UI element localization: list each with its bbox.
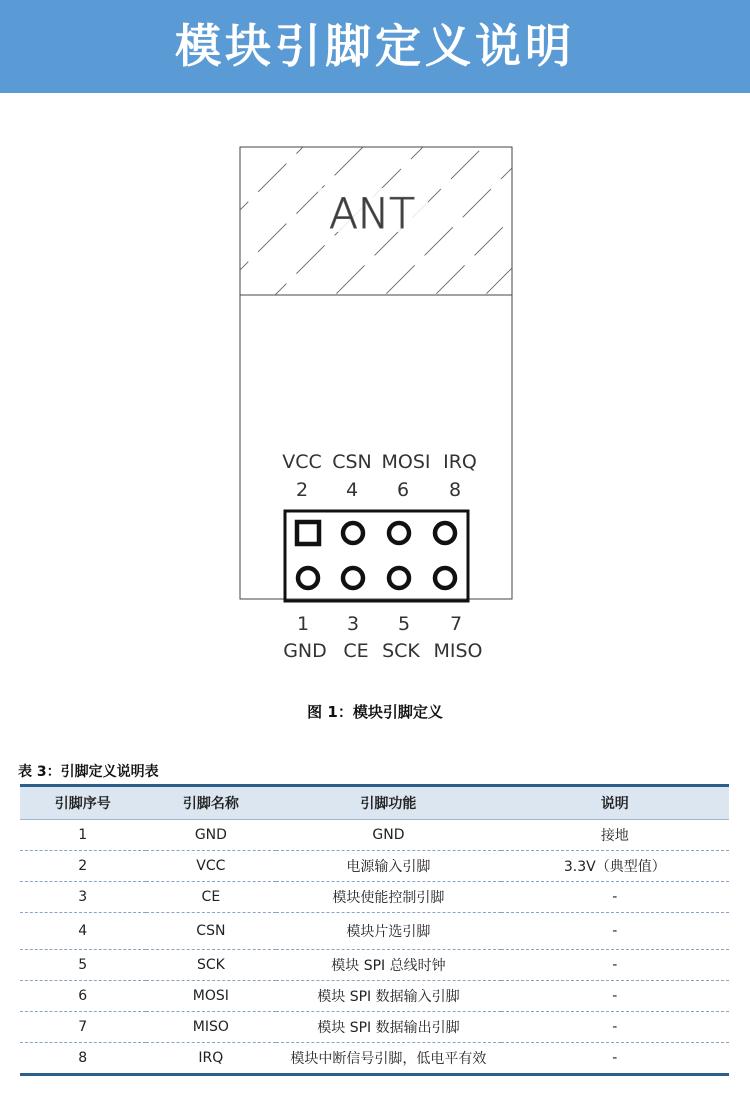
antenna-label: ANT <box>329 189 415 238</box>
cell-description: - <box>501 882 729 913</box>
cell-pin-number: 8 <box>20 1043 146 1075</box>
cell-description: - <box>501 913 729 950</box>
pin-label-ce: CE <box>343 640 369 662</box>
figure-caption: 图 1：模块引脚定义 <box>307 703 443 721</box>
table-row <box>20 851 729 882</box>
cell-description: - <box>501 981 729 1012</box>
pin-label-miso: MISO <box>433 640 483 662</box>
cell-description: 3.3V（典型值） <box>501 851 729 882</box>
cell-description: - <box>501 1012 729 1043</box>
cell-pin-name: CSN <box>146 913 277 950</box>
pin-number-2: 2 <box>295 479 309 501</box>
cell-pin-number: 4 <box>20 913 146 950</box>
cell-pin-name: SCK <box>146 950 277 981</box>
pin-label-csn: CSN <box>332 451 372 473</box>
table-row <box>20 1043 729 1075</box>
pin-label-vcc: VCC <box>282 451 322 473</box>
pin-definition-table <box>20 784 729 1076</box>
cell-description: 接地 <box>501 820 729 851</box>
pin-number-8: 8 <box>448 479 462 501</box>
cell-pin-name: VCC <box>146 851 277 882</box>
table-row <box>20 820 729 851</box>
cell-pin-name: CE <box>146 882 277 913</box>
pin-label-irq: IRQ <box>443 451 477 473</box>
header-description: 说明 <box>501 786 729 820</box>
pin-label-gnd: GND <box>283 640 327 662</box>
cell-description: - <box>501 1043 729 1075</box>
cell-pin-function: 模块 SPI 数据输出引脚 <box>276 1012 500 1043</box>
pin-number-4: 4 <box>345 479 359 501</box>
table-row <box>20 913 729 950</box>
pin-square-pad <box>297 522 319 544</box>
cell-pin-name: MOSI <box>146 981 277 1012</box>
pin-pad <box>435 568 455 588</box>
pin-number-3: 3 <box>346 613 360 635</box>
pin-pad <box>298 568 318 588</box>
pin-label-sck: SCK <box>382 640 420 662</box>
cell-pin-name: MISO <box>146 1012 277 1043</box>
header-pin-number: 引脚序号 <box>20 786 146 820</box>
cell-pin-number: 2 <box>20 851 146 882</box>
pin-number-6: 6 <box>396 479 410 501</box>
pin-number-1: 1 <box>296 613 310 635</box>
cell-pin-number: 5 <box>20 950 146 981</box>
cell-pin-function: 模块 SPI 数据输入引脚 <box>276 981 500 1012</box>
table-row <box>20 950 729 981</box>
pin-pad <box>343 568 363 588</box>
pin-pad <box>389 568 409 588</box>
cell-pin-function: 模块 SPI 总线时钟 <box>276 950 500 981</box>
pin-pad <box>343 523 363 543</box>
cell-pin-function: 模块中断信号引脚，低电平有效 <box>276 1043 500 1075</box>
table-row <box>20 1012 729 1043</box>
header-pin-name: 引脚名称 <box>146 786 277 820</box>
cell-pin-function: 电源输入引脚 <box>276 851 500 882</box>
cell-pin-function: 模块使能控制引脚 <box>276 882 500 913</box>
header-pin-function: 引脚功能 <box>276 786 500 820</box>
cell-pin-number: 7 <box>20 1012 146 1043</box>
pin-number-5: 5 <box>397 613 411 635</box>
cell-pin-number: 6 <box>20 981 146 1012</box>
pin-pad <box>389 523 409 543</box>
table-row <box>20 882 729 913</box>
page-title: 模块引脚定义说明 <box>175 19 575 73</box>
pin-label-mosi: MOSI <box>381 451 431 473</box>
pin-pad <box>435 523 455 543</box>
table-row <box>20 981 729 1012</box>
cell-pin-name: IRQ <box>146 1043 277 1075</box>
pin-number-7: 7 <box>449 613 463 635</box>
cell-pin-function: 模块片选引脚 <box>276 913 500 950</box>
cell-pin-number: 1 <box>20 820 146 851</box>
cell-pin-name: GND <box>146 820 277 851</box>
cell-pin-number: 3 <box>20 882 146 913</box>
cell-description: - <box>501 950 729 981</box>
antenna-hatch <box>220 120 560 370</box>
table-caption: 表 3：引脚定义说明表 <box>18 764 159 780</box>
cell-pin-function: GND <box>276 820 500 851</box>
table-header-row <box>20 786 729 820</box>
